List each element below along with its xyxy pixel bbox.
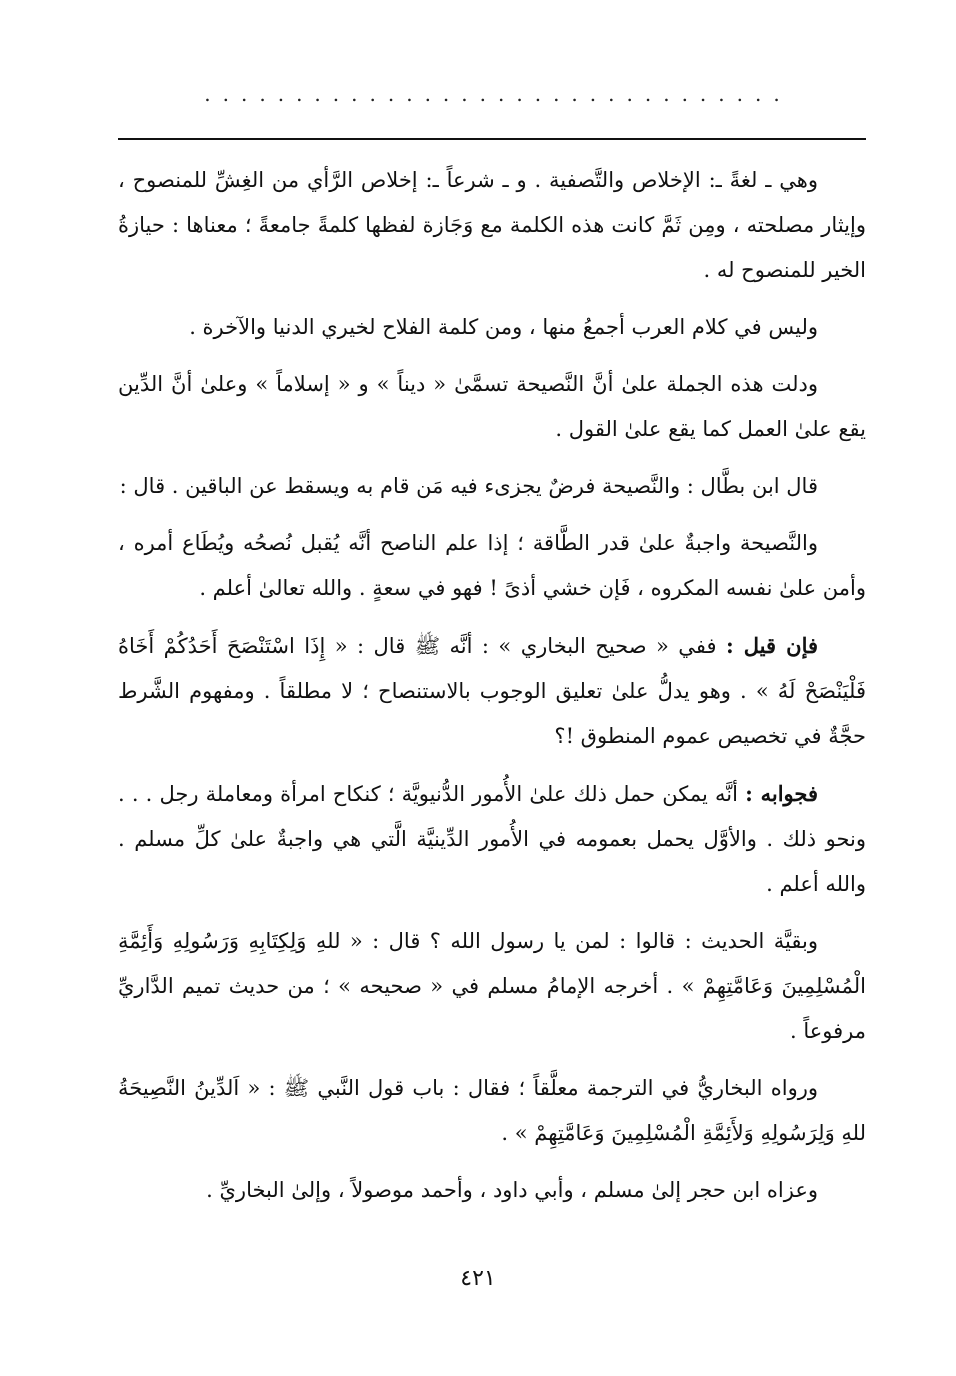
- paragraph-text: وليس في كلام العرب أجمعُ منها ، ومن كلمة الفلاح لخيري الدنيا والآخرة .: [189, 315, 818, 339]
- paragraph-lead: فجوابه :: [745, 781, 818, 806]
- page-number: ٤٢١: [460, 1266, 496, 1291]
- paragraph-text: وهي ـ لغةً ـ: الإخلاص والتَّصفية . و ـ شرعاً ـ: إخلاص الرَّأي من الغِشِّ للمنصوح ، وإيثار مصلحته ، ومِن ثَمَّ كانت هذه الكلمة مع وَجَازة لفظها كلمةً جامعةً ؛ معناها : حيازةُ الخير للمنصوح له .: [118, 168, 866, 282]
- paragraph-text: ودلت هذه الجملة علىٰ أنَّ النَّصيحة تسمَّىٰ « ديناً » و « إسلاماً » وعلىٰ أنَّ الدِّين يقع علىٰ العمل كما يقع علىٰ القول .: [118, 372, 866, 441]
- paragraph-text: ورواه البخاريُّ في الترجمة معلَّقاً ؛ فقال : باب قول النَّبي ﷺ : « اَلدِّينُ النَّصِيحَةُ للهِ وَلِرَسُولِهِ وَلأَئِمَّةِ الْمُسْلِمِينَ وَعَامَّتِهِمْ » .: [118, 1076, 866, 1145]
- paragraph-lead: فإن قيل :: [725, 633, 819, 658]
- paragraph-text: وعزاه ابن حجر إلىٰ مسلم ، وأبي داود ، وأحمد موصولاً ، وإلىٰ البخاريِّ .: [206, 1178, 818, 1202]
- paragraph: [118, 771, 866, 907]
- paragraph: [118, 623, 866, 759]
- paragraph-text: والنَّصيحة واجبةٌ علىٰ قدر الطَّاقة ؛ إذا علم الناصح أنَّه يُقبل نُصحُه ويُطَاع أمره ، وأمن علىٰ نفسه المكروه ، فَإن خشي أذىً ! فهو في سعةٍ . والله تعالىٰ أعلم .: [118, 531, 866, 600]
- paragraph-text: قال ابن بطَّال : والنَّصيحة فرضٌ يجزىء فيه مَن قام به ويسقط عن الباقين . قال :: [119, 474, 818, 498]
- paragraph-text: ففي « صحيح البخاري » : أنَّه ﷺ قال : « إِذَا اسْتَنْصَحَ أَحَدُكُمْ أَخَاهُ فَلْيَنْصَحْ لَهُ » . وهو يدلُّ علىٰ تعليق الوجوب بالاستنصاح ؛ لا مطلقاً . ومفهوم الشَّرط حجَّةٌ في تخصيص عموم المنطوق !؟: [118, 634, 866, 748]
- paragraph-text: وبقيَّة الحديث : قالوا : لمن يا رسول الله ؟ قال : « للهِ وَلِكِتَابِهِ وَرَسُولِهِ وَأَئِمَّةِ الْمُسْلِمِينَ وَعَامَّتِهِمْ » . أخرجه الإمامُ مسلم في « صحيحه » ؛ من حديث تميم الدَّاريِّ مرفوعاً .: [118, 929, 866, 1043]
- paragraph: [118, 919, 866, 1054]
- paragraph: [118, 521, 866, 611]
- header-dotted-line: ................................: [204, 82, 792, 106]
- header-rule: [118, 138, 866, 140]
- paragraph: [118, 464, 866, 509]
- paragraph: [118, 305, 866, 350]
- paragraph: [118, 1066, 866, 1156]
- paragraph: [118, 362, 866, 452]
- paragraph: [118, 1168, 866, 1213]
- paragraph-text: أنَّه يمكن حمل ذلك علىٰ الأُمور الدُّنيويَّة ؛ كنكاح امرأة ومعاملة رجل . . . ونحو ذلك . والأوَّل يحمل بعمومه في الأُمور الدِّينيَّة الَّتي هي واجبةٌ علىٰ كلِّ مسلم . والله أعلم .: [118, 782, 866, 896]
- paragraph: [118, 158, 866, 293]
- page-body: [118, 158, 866, 1225]
